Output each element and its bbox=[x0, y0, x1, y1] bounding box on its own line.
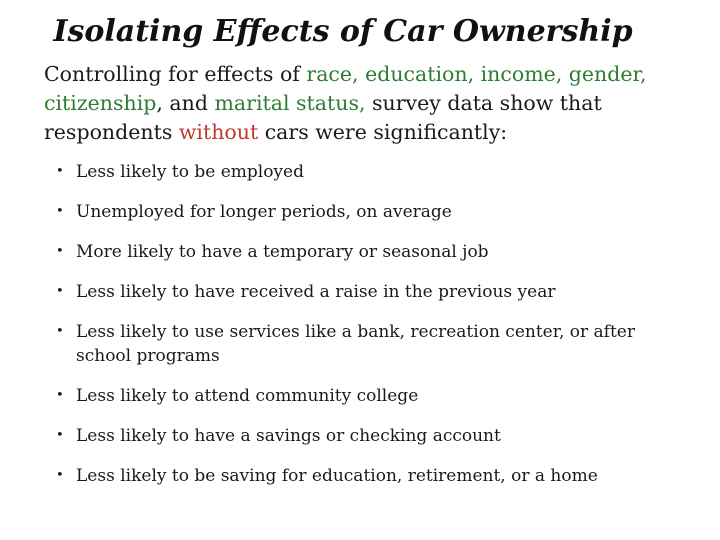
intro-segment: cars were significantly: bbox=[258, 120, 508, 144]
list-item bbox=[56, 424, 686, 448]
list-item-text: Less likely to be employed bbox=[76, 162, 304, 182]
bullet-marker: • bbox=[56, 204, 64, 219]
bullet-marker: • bbox=[56, 468, 64, 483]
list-item-text: Less likely to be saving for education, retirement, or a home bbox=[76, 466, 598, 486]
list-item bbox=[56, 200, 686, 224]
bullet-list bbox=[56, 160, 686, 504]
bullet-marker: • bbox=[56, 284, 64, 299]
bullet-marker: • bbox=[56, 244, 64, 259]
bullet-marker: • bbox=[56, 388, 64, 403]
list-item bbox=[56, 240, 686, 264]
intro-paragraph bbox=[44, 60, 710, 147]
intro-segment-emphasis: without bbox=[178, 120, 259, 144]
intro-segment: Controlling for effects of bbox=[44, 62, 307, 86]
intro-segment-highlight: race, education, income, gender, citizenship bbox=[44, 62, 647, 115]
list-item-text: Less likely to have a savings or checking account bbox=[76, 426, 501, 446]
slide-title: Isolating Effects of Car Ownership bbox=[53, 14, 633, 49]
list-item-text: Less likely to use services like a bank, recreation center, or after school programs bbox=[76, 322, 635, 366]
intro-segment-highlight: marital status, bbox=[214, 91, 366, 115]
bullet-marker: • bbox=[56, 428, 64, 443]
list-item bbox=[56, 320, 686, 368]
list-item bbox=[56, 384, 686, 408]
list-item bbox=[56, 464, 686, 488]
list-item-text: Less likely to have received a raise in the previous year bbox=[76, 282, 556, 302]
intro-segment: , and bbox=[156, 91, 215, 115]
list-item-text: Less likely to attend community college bbox=[76, 386, 419, 406]
list-item bbox=[56, 280, 686, 304]
list-item-text: More likely to have a temporary or seasonal job bbox=[76, 242, 489, 262]
list-item-text: Unemployed for longer periods, on average bbox=[76, 202, 452, 222]
bullet-marker: • bbox=[56, 324, 64, 339]
bullet-marker: • bbox=[56, 164, 64, 179]
list-item bbox=[56, 160, 686, 184]
intro-segment: survey data show that respondents bbox=[44, 91, 602, 144]
